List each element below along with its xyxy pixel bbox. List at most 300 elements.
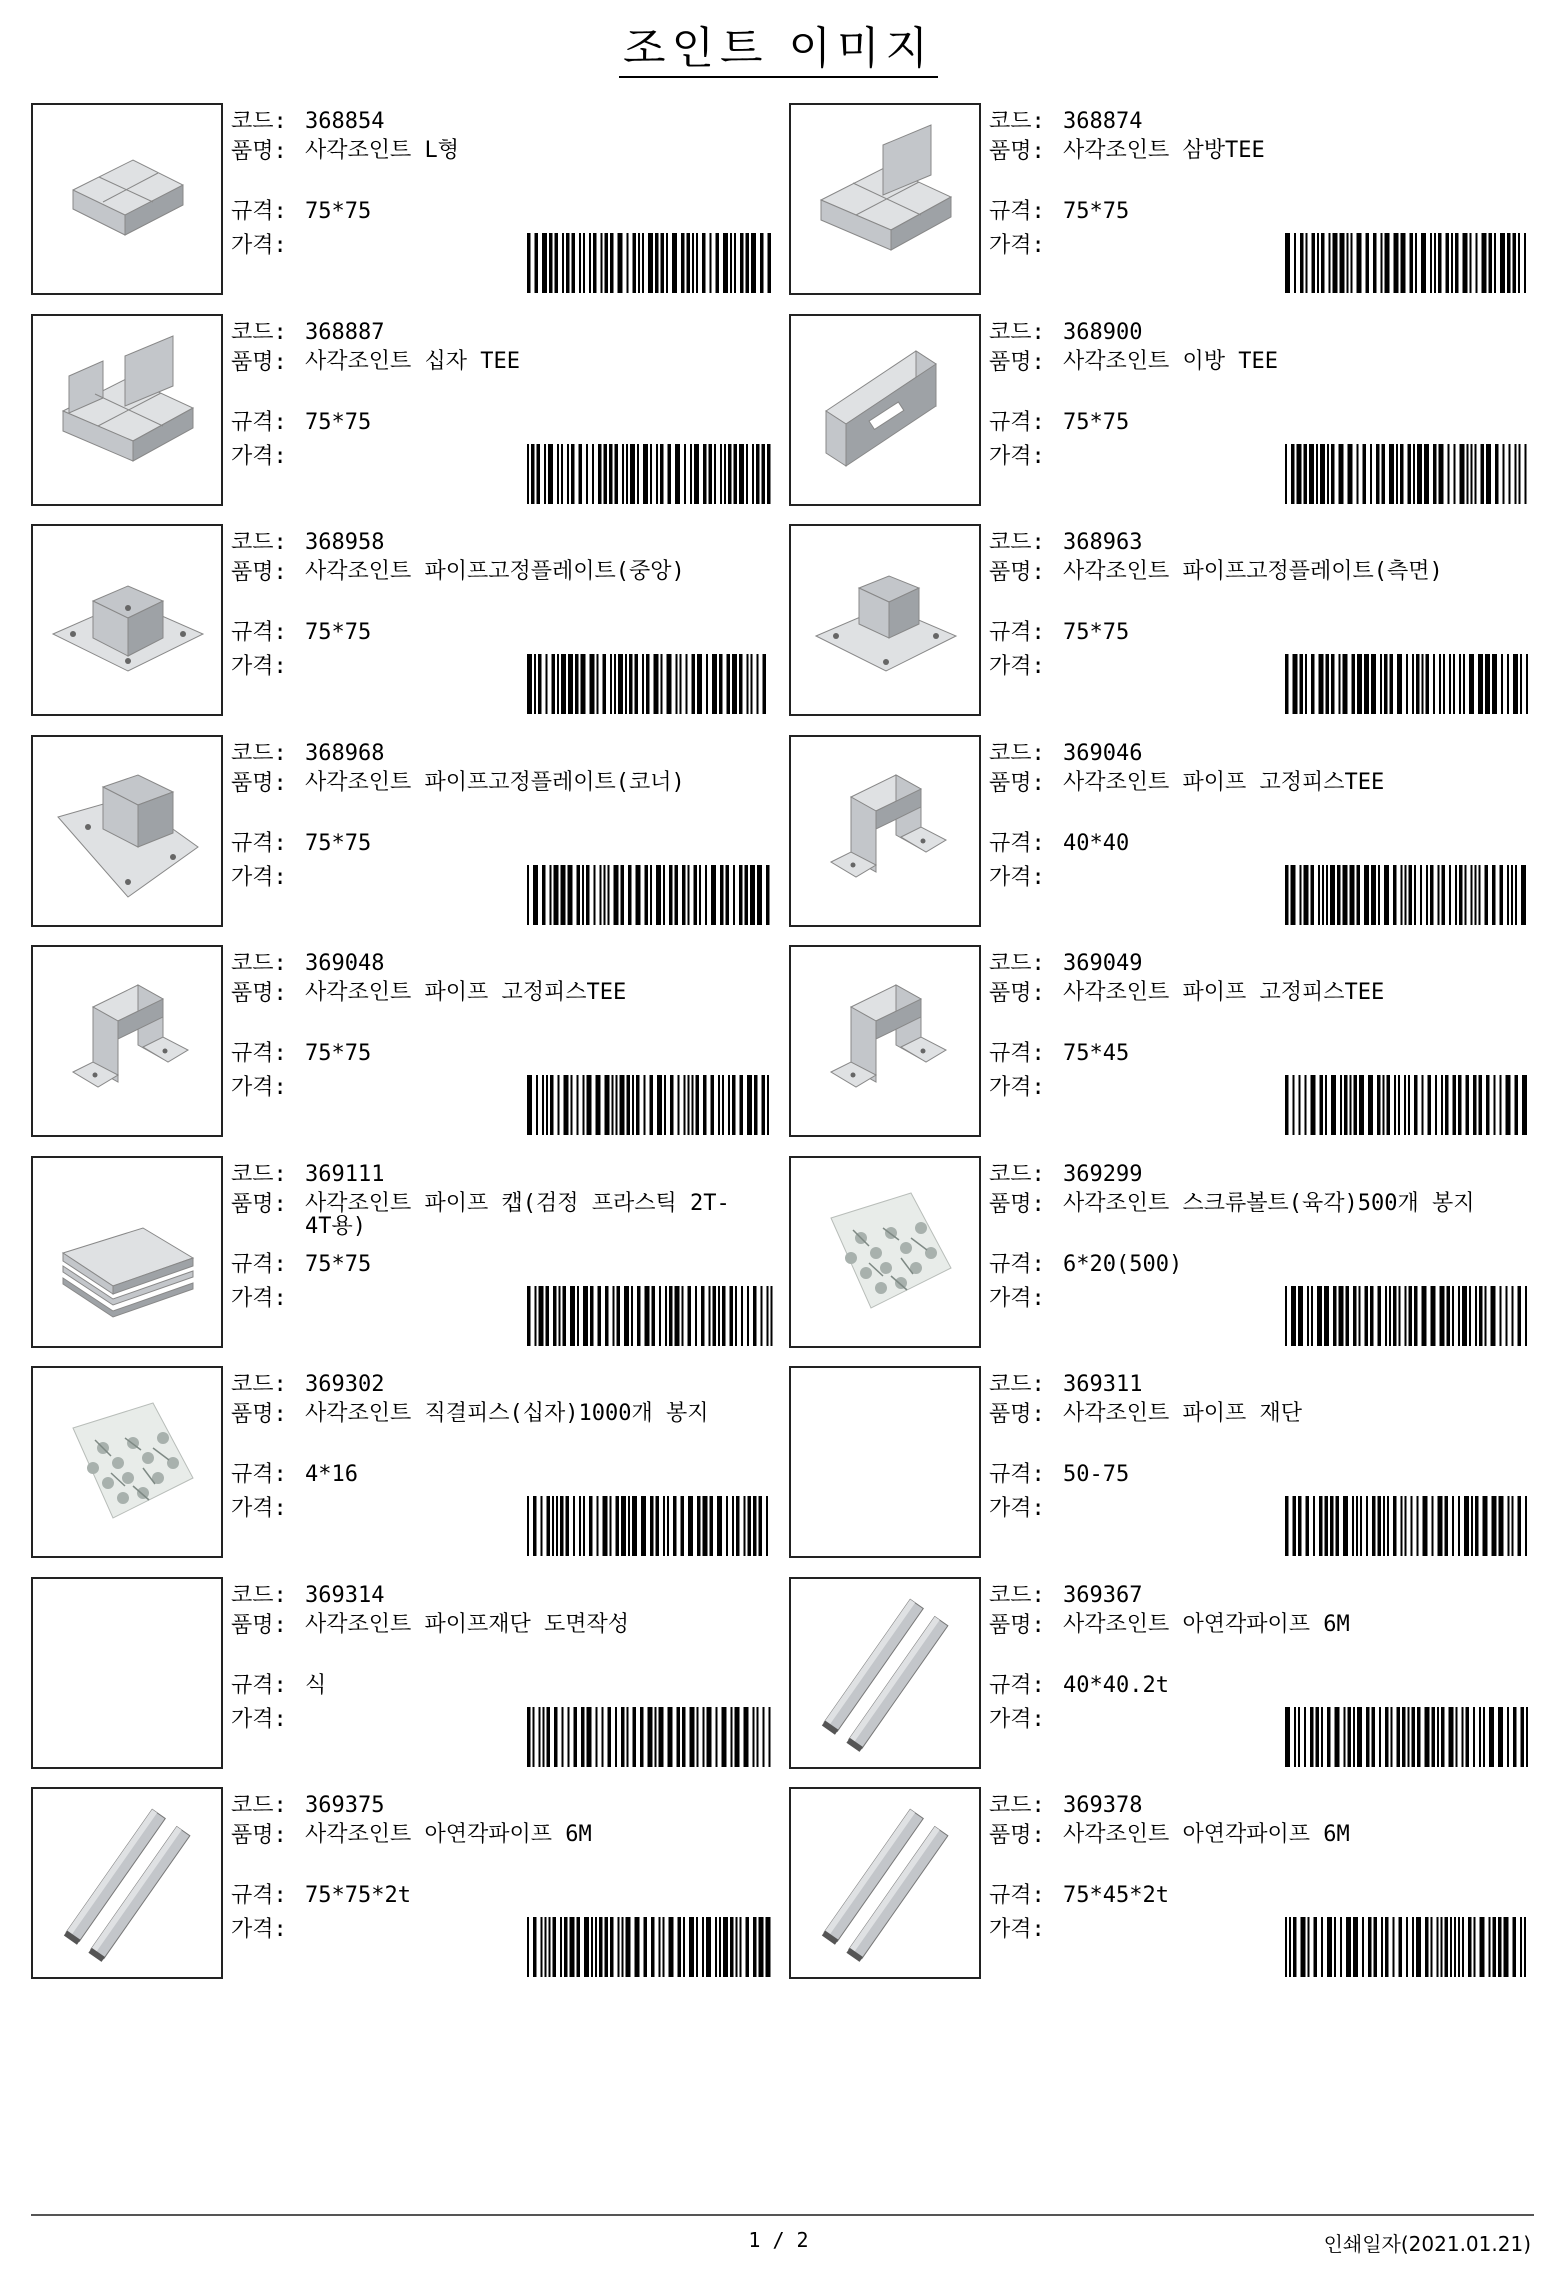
barcode-bar bbox=[1285, 444, 1287, 504]
barcode-bar bbox=[1327, 1917, 1332, 1977]
barcode-bar bbox=[730, 233, 732, 293]
print-date: 인쇄일자(2021.01.21) bbox=[1323, 2232, 1531, 2256]
barcode-bar bbox=[1417, 1496, 1419, 1556]
barcode bbox=[527, 233, 773, 293]
barcode-bar bbox=[548, 444, 553, 504]
product-spec: 규격: 식 bbox=[231, 1672, 327, 1698]
barcode-bar bbox=[621, 865, 625, 925]
barcode-bar bbox=[628, 1496, 630, 1556]
barcode-bar bbox=[616, 1496, 620, 1556]
barcode-bar bbox=[714, 444, 716, 504]
barcode-bar bbox=[1469, 654, 1474, 714]
product-price: 가격: bbox=[989, 443, 1045, 469]
product-info bbox=[231, 1156, 811, 1346]
barcode-bar bbox=[759, 1496, 763, 1556]
barcode-bar bbox=[527, 1917, 529, 1977]
barcode-bar bbox=[1458, 1496, 1460, 1556]
barcode-bar bbox=[659, 1917, 661, 1977]
barcode-bar bbox=[618, 654, 623, 714]
barcode-bar bbox=[1346, 1917, 1351, 1977]
barcode-bar bbox=[1525, 1286, 1527, 1346]
barcode-bar bbox=[1492, 654, 1497, 714]
barcode-bar bbox=[1489, 1917, 1491, 1977]
barcode-bar bbox=[603, 654, 607, 714]
barcode-bar bbox=[1475, 1496, 1479, 1556]
product-code: 코드: 369311 bbox=[989, 1372, 1143, 1397]
barcode-bar bbox=[618, 1917, 620, 1977]
product-image bbox=[31, 1156, 223, 1348]
barcode-bar bbox=[1422, 1286, 1427, 1346]
barcode-bar bbox=[1291, 444, 1295, 504]
barcode-bar bbox=[1285, 654, 1289, 714]
barcode-bar bbox=[1339, 1286, 1344, 1346]
barcode-bar bbox=[1333, 233, 1338, 293]
barcode-bar bbox=[1438, 233, 1442, 293]
product-code: 코드: 369375 bbox=[231, 1793, 385, 1818]
barcode-bar bbox=[534, 654, 536, 714]
cross-tee-icon bbox=[33, 316, 221, 504]
barcode-bar bbox=[549, 1917, 551, 1977]
product-card bbox=[31, 1156, 791, 1350]
barcode-bar bbox=[1331, 1075, 1336, 1135]
product-code: 코드: 369111 bbox=[231, 1161, 385, 1187]
barcode-bar bbox=[1384, 865, 1389, 925]
barcode-bar bbox=[726, 865, 730, 925]
barcode-bar bbox=[1412, 654, 1414, 714]
barcode-bar bbox=[668, 1707, 673, 1767]
barcode-bar bbox=[621, 1707, 625, 1767]
barcode-bar bbox=[1298, 1496, 1302, 1556]
barcode-bar bbox=[740, 233, 744, 293]
barcode-bar bbox=[573, 1496, 575, 1556]
barcode-bar bbox=[684, 444, 686, 504]
barcode-bar bbox=[1377, 1075, 1381, 1135]
barcode-bar bbox=[731, 1707, 733, 1767]
barcode-bar bbox=[1401, 1496, 1403, 1556]
barcode-bar bbox=[1382, 444, 1386, 504]
barcode-bar bbox=[645, 865, 649, 925]
barcode-bar bbox=[769, 1707, 771, 1767]
barcode-bar bbox=[1451, 233, 1453, 293]
barcode-bar bbox=[1518, 233, 1520, 293]
barcode-bar bbox=[1399, 1917, 1403, 1977]
barcode-bar bbox=[593, 233, 597, 293]
barcode bbox=[1285, 1917, 1531, 1977]
barcode-bar bbox=[547, 1707, 551, 1767]
product-card bbox=[789, 1156, 1549, 1350]
barcode-bar bbox=[655, 1707, 657, 1767]
product-barcode bbox=[1285, 654, 1531, 714]
barcode-bar bbox=[1431, 1917, 1433, 1977]
barcode-bar bbox=[656, 1496, 660, 1556]
barcode-bar bbox=[716, 233, 720, 293]
barcode-bar bbox=[610, 233, 614, 293]
barcode-bar bbox=[1394, 233, 1399, 293]
barcode-bar bbox=[1453, 1075, 1457, 1135]
barcode-bar bbox=[767, 1075, 769, 1135]
barcode-bar bbox=[665, 1286, 667, 1346]
barcode-bar bbox=[1387, 1075, 1391, 1135]
barcode-bar bbox=[1445, 1075, 1449, 1135]
barcode-bar bbox=[1417, 444, 1422, 504]
barcode-bar bbox=[1408, 1075, 1410, 1135]
barcode-bar bbox=[702, 233, 706, 293]
barcode-bar bbox=[527, 1286, 531, 1346]
barcode-bar bbox=[1397, 1707, 1401, 1767]
barcode-bar bbox=[1293, 654, 1298, 714]
barcode-bar bbox=[1513, 1707, 1517, 1767]
barcode-bar bbox=[1393, 1917, 1395, 1977]
barcode-bar bbox=[1310, 1707, 1314, 1767]
product-image bbox=[31, 1577, 223, 1769]
product-spec: 규격: 75*45 bbox=[989, 1041, 1130, 1066]
barcode-bar bbox=[1316, 444, 1318, 504]
barcode-bar bbox=[1475, 444, 1477, 504]
barcode-bar bbox=[637, 1286, 641, 1346]
barcode-bar bbox=[771, 1286, 773, 1346]
barcode-bar bbox=[747, 1286, 749, 1346]
barcode-bar bbox=[1446, 233, 1450, 293]
barcode-bar bbox=[682, 1707, 686, 1767]
barcode-bar bbox=[746, 1917, 750, 1977]
barcode-bar bbox=[661, 654, 663, 714]
barcode-bar bbox=[1331, 654, 1335, 714]
barcode-bar bbox=[696, 1917, 698, 1977]
barcode-bar bbox=[1285, 865, 1289, 925]
barcode-bar bbox=[1317, 233, 1319, 293]
barcode-bar bbox=[1363, 444, 1367, 504]
barcode-bar bbox=[1400, 444, 1404, 504]
barcode-bar bbox=[664, 1075, 666, 1135]
barcode-bar bbox=[1334, 1917, 1336, 1977]
barcode-bar bbox=[1379, 1707, 1381, 1767]
barcode-bar bbox=[1421, 233, 1426, 293]
barcode-bar bbox=[583, 1286, 588, 1346]
barcode-bar bbox=[1352, 1496, 1354, 1556]
barcode-bar bbox=[1467, 444, 1469, 504]
barcode-bar bbox=[1331, 444, 1335, 504]
barcode-bar bbox=[688, 1286, 692, 1346]
product-name: 품명: 사각조인트 직결피스(십자)1000개 봉지 bbox=[231, 1401, 709, 1427]
barcode-bar bbox=[1503, 444, 1505, 504]
product-info bbox=[231, 314, 811, 504]
square-pipes-icon bbox=[791, 1579, 979, 1767]
barcode-bar bbox=[552, 1496, 554, 1556]
barcode-bar bbox=[1489, 233, 1493, 293]
barcode-bar bbox=[557, 444, 559, 504]
barcode-bar bbox=[644, 1917, 648, 1977]
product-spec: 규격: 75*75 bbox=[231, 620, 372, 645]
barcode-bar bbox=[651, 1917, 655, 1977]
barcode-bar bbox=[577, 865, 581, 925]
barcode-bar bbox=[570, 1286, 575, 1346]
product-barcode bbox=[1285, 1286, 1531, 1346]
barcode-bar bbox=[1304, 444, 1308, 504]
barcode-bar bbox=[656, 444, 658, 504]
barcode-bar bbox=[650, 865, 652, 925]
barcode-bar bbox=[570, 1917, 575, 1977]
barcode-bar bbox=[583, 233, 585, 293]
barcode-bar bbox=[1416, 654, 1420, 714]
barcode-bar bbox=[739, 654, 743, 714]
product-card bbox=[789, 1366, 1549, 1560]
barcode-bar bbox=[1494, 1075, 1496, 1135]
barcode-bar bbox=[584, 1917, 589, 1977]
barcode-bar bbox=[1454, 1917, 1456, 1977]
barcode-bar bbox=[1326, 654, 1330, 714]
barcode-bar bbox=[1350, 1075, 1352, 1135]
product-price: 가격: bbox=[989, 1496, 1045, 1521]
product-price: 가격: bbox=[231, 1917, 287, 1942]
barcode-bar bbox=[1459, 654, 1461, 714]
product-price: 가격: bbox=[231, 1706, 287, 1732]
barcode-bar bbox=[716, 1707, 718, 1767]
barcode-bar bbox=[675, 865, 679, 925]
product-image bbox=[789, 1156, 981, 1348]
barcode-bar bbox=[535, 1286, 537, 1346]
barcode-bar bbox=[587, 1707, 592, 1767]
barcode-bar bbox=[631, 1286, 633, 1346]
barcode-bar bbox=[757, 1707, 759, 1767]
barcode-bar bbox=[1470, 233, 1472, 293]
barcode-bar bbox=[1518, 1496, 1522, 1556]
barcode-bar bbox=[759, 1917, 764, 1977]
barcode-bar bbox=[1357, 1707, 1362, 1767]
barcode-bar bbox=[533, 1707, 535, 1767]
barcode bbox=[1285, 233, 1531, 293]
barcode-bar bbox=[553, 1286, 557, 1346]
barcode-bar bbox=[615, 1707, 617, 1767]
barcode-bar bbox=[656, 865, 661, 925]
barcode-bar bbox=[1381, 233, 1383, 293]
barcode-bar bbox=[1312, 233, 1316, 293]
barcode-bar bbox=[1520, 1917, 1522, 1977]
barcode-bar bbox=[1291, 865, 1296, 925]
barcode-bar bbox=[715, 1917, 717, 1977]
barcode-bar bbox=[1344, 1707, 1346, 1767]
barcode-bar bbox=[753, 1286, 757, 1346]
barcode-bar bbox=[762, 1075, 766, 1135]
bracket-icon bbox=[791, 947, 979, 1135]
barcode-bar bbox=[581, 1707, 585, 1767]
barcode-bar bbox=[1318, 865, 1320, 925]
barcode-bar bbox=[1473, 1707, 1475, 1767]
barcode-bar bbox=[1354, 1075, 1358, 1135]
product-card bbox=[31, 103, 791, 297]
product-info bbox=[989, 1787, 1557, 1977]
product-price: 가격: bbox=[989, 654, 1045, 679]
barcode-bar bbox=[719, 654, 723, 714]
barcode-bar bbox=[1398, 1075, 1400, 1135]
barcode-bar bbox=[690, 1707, 695, 1767]
barcode-bar bbox=[1512, 1496, 1514, 1556]
product-info bbox=[989, 1156, 1557, 1346]
barcode-bar bbox=[627, 1075, 631, 1135]
barcode-bar bbox=[1430, 865, 1434, 925]
barcode-bar bbox=[527, 865, 529, 925]
barcode-bar bbox=[739, 865, 743, 925]
barcode-bar bbox=[1506, 1286, 1508, 1346]
square-pipes-icon bbox=[33, 1789, 221, 1977]
barcode-bar bbox=[709, 1286, 711, 1346]
barcode-bar bbox=[597, 654, 599, 714]
barcode-bar bbox=[1456, 1707, 1458, 1767]
barcode-bar bbox=[690, 444, 692, 504]
barcode-bar bbox=[642, 654, 644, 714]
barcode-bar bbox=[1485, 654, 1490, 714]
barcode-bar bbox=[1378, 865, 1380, 925]
barcode-bar bbox=[1522, 1075, 1527, 1135]
barcode-bar bbox=[1321, 1707, 1323, 1767]
barcode-bar bbox=[766, 865, 770, 925]
barcode-bar bbox=[1381, 1917, 1383, 1977]
barcode-bar bbox=[1520, 654, 1522, 714]
product-code: 코드: 369046 bbox=[989, 740, 1143, 766]
product-name: 품명: 사각조인트 아연각파이프 6M bbox=[231, 1822, 592, 1848]
barcode-bar bbox=[684, 1075, 686, 1135]
barcode-bar bbox=[734, 233, 736, 293]
barcode-bar bbox=[1455, 233, 1459, 293]
barcode-bar bbox=[728, 444, 732, 504]
product-spec: 규격: 75*75 bbox=[231, 409, 372, 435]
barcode-bar bbox=[636, 1075, 640, 1135]
barcode-bar bbox=[694, 444, 699, 504]
barcode-bar bbox=[577, 1075, 579, 1135]
product-price: 가격: bbox=[231, 233, 287, 258]
barcode-bar bbox=[596, 1075, 601, 1135]
barcode-bar bbox=[1406, 1917, 1408, 1977]
barcode-bar bbox=[1378, 1286, 1382, 1346]
barcode-bar bbox=[1434, 233, 1436, 293]
barcode-bar bbox=[1500, 1286, 1502, 1346]
barcode-bar bbox=[581, 654, 586, 714]
product-price: 가격: bbox=[989, 1075, 1045, 1100]
barcode-bar bbox=[542, 865, 546, 925]
product-name: 품명: 사각조인트 아연각파이프 6M bbox=[989, 1611, 1350, 1638]
product-card bbox=[31, 314, 791, 508]
product-price: 가격: bbox=[231, 654, 287, 679]
barcode-bar bbox=[655, 233, 659, 293]
barcode-bar bbox=[1322, 865, 1324, 925]
barcode-bar bbox=[1405, 1496, 1407, 1556]
barcode-bar bbox=[1347, 233, 1349, 293]
barcode-bar bbox=[554, 865, 559, 925]
barcode-bar bbox=[763, 1707, 765, 1767]
barcode-bar bbox=[683, 1917, 685, 1977]
barcode-bar bbox=[605, 1286, 609, 1346]
barcode-bar bbox=[652, 1286, 656, 1346]
barcode-bar bbox=[546, 1286, 550, 1346]
barcode-bar bbox=[1412, 1707, 1416, 1767]
product-barcode bbox=[1285, 444, 1531, 504]
plate-center-icon bbox=[33, 526, 221, 714]
barcode-bar bbox=[1360, 1496, 1362, 1556]
barcode-bar bbox=[577, 1917, 581, 1977]
barcode-bar bbox=[628, 865, 632, 925]
product-info bbox=[231, 735, 811, 925]
barcode-bar bbox=[1439, 444, 1444, 504]
barcode-bar bbox=[1317, 1286, 1322, 1346]
barcode-bar bbox=[638, 233, 640, 293]
footer-divider bbox=[31, 2214, 1534, 2216]
product-image bbox=[31, 314, 223, 506]
barcode-bar bbox=[697, 654, 702, 714]
barcode-bar bbox=[1294, 233, 1296, 293]
barcode-bar bbox=[1513, 233, 1517, 293]
barcode-bar bbox=[1402, 1707, 1406, 1767]
barcode-bar bbox=[626, 444, 628, 504]
barcode-bar bbox=[1351, 233, 1353, 293]
barcode-bar bbox=[566, 233, 570, 293]
barcode-bar bbox=[1285, 1286, 1287, 1346]
barcode-bar bbox=[1475, 1286, 1477, 1346]
product-card bbox=[789, 524, 1549, 718]
barcode-bar bbox=[1285, 1075, 1289, 1135]
barcode-bar bbox=[724, 444, 726, 504]
barcode-bar bbox=[720, 865, 724, 925]
product-barcode bbox=[527, 1917, 773, 1977]
barcode-bar bbox=[1389, 444, 1394, 504]
barcode-bar bbox=[681, 1496, 685, 1556]
barcode-bar bbox=[713, 1286, 717, 1346]
barcode bbox=[527, 444, 773, 504]
barcode-bar bbox=[1524, 233, 1526, 293]
barcode-bar bbox=[648, 233, 653, 293]
plate-side-icon bbox=[791, 526, 979, 714]
barcode-bar bbox=[733, 865, 735, 925]
barcode bbox=[527, 1075, 773, 1135]
barcode-bar bbox=[1438, 1496, 1443, 1556]
barcode-bar bbox=[663, 1917, 665, 1977]
barcode-bar bbox=[669, 1286, 673, 1346]
barcode-bar bbox=[1475, 865, 1477, 925]
barcode bbox=[527, 1496, 773, 1556]
barcode-bar bbox=[1464, 1496, 1469, 1556]
product-name: 품명: 사각조인트 파이프 재단 bbox=[989, 1401, 1303, 1427]
barcode-bar bbox=[1479, 1707, 1481, 1767]
barcode-bar bbox=[604, 865, 606, 925]
barcode-bar bbox=[599, 1917, 603, 1977]
product-name: 품명: 사각조인트 파이프고정플레이트(중앙) bbox=[231, 559, 685, 585]
barcode-bar bbox=[1473, 1075, 1477, 1135]
barcode-bar bbox=[1371, 654, 1376, 714]
barcode-bar bbox=[1515, 865, 1517, 925]
barcode-bar bbox=[669, 865, 673, 925]
barcode-bar bbox=[688, 1496, 693, 1556]
barcode-bar bbox=[583, 1075, 585, 1135]
barcode-bar bbox=[1404, 1075, 1406, 1135]
product-name: 품명: 사각조인트 삼방TEE bbox=[989, 138, 1265, 164]
barcode-bar bbox=[1305, 654, 1307, 714]
barcode-bar bbox=[761, 1286, 763, 1346]
barcode-bar bbox=[1343, 1496, 1348, 1556]
barcode-bar bbox=[703, 1075, 707, 1135]
barcode-bar bbox=[561, 654, 566, 714]
barcode-bar bbox=[723, 1917, 728, 1977]
product-barcode bbox=[1285, 865, 1531, 925]
barcode-bar bbox=[659, 1707, 664, 1767]
product-info bbox=[231, 1787, 811, 1977]
product-image bbox=[31, 1366, 223, 1558]
barcode-bar bbox=[577, 1286, 579, 1346]
barcode-bar bbox=[1435, 1075, 1437, 1135]
barcode-bar bbox=[1498, 1917, 1502, 1977]
barcode-bar bbox=[1466, 1075, 1470, 1135]
barcode-bar bbox=[549, 233, 553, 293]
product-image bbox=[31, 524, 223, 716]
barcode-bar bbox=[1385, 1286, 1387, 1346]
barcode-bar bbox=[564, 1917, 568, 1977]
